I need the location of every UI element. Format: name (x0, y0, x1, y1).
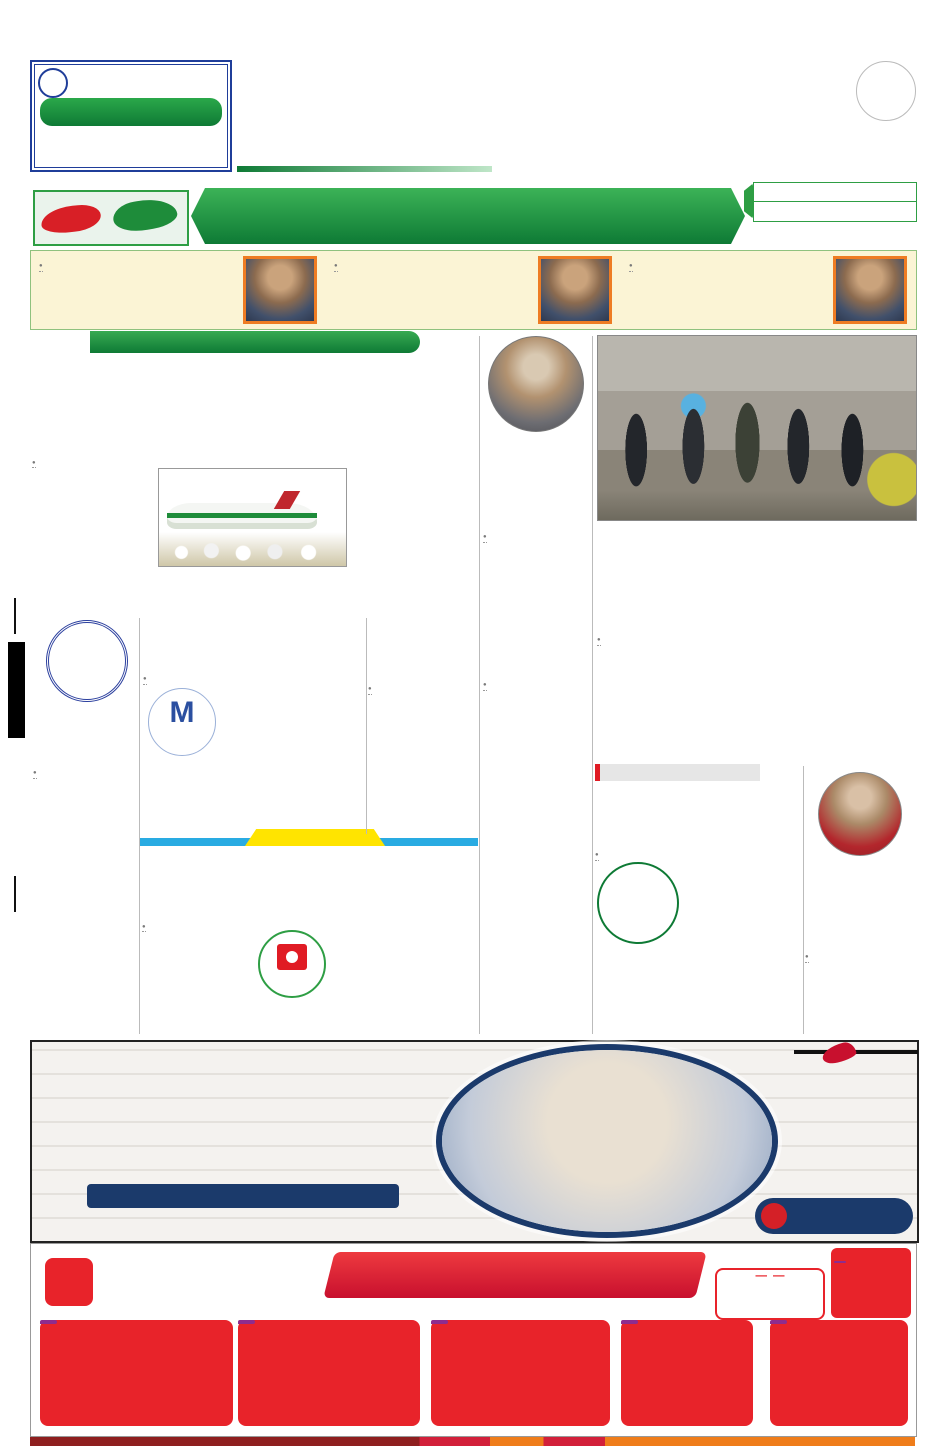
sonali-aansh-logo (597, 862, 679, 944)
adviser-photo (538, 256, 612, 324)
khulna-body-col1 (140, 932, 252, 1008)
snigdha-ribbon (40, 98, 222, 126)
office-title (621, 1320, 638, 1324)
hajj-flight-photo (158, 468, 347, 567)
chart-icon (38, 68, 68, 98)
ab-call-box[interactable] (715, 1268, 825, 1320)
office-card (770, 1320, 908, 1426)
monno-body-col1 (222, 684, 363, 794)
reporter-label (595, 850, 599, 861)
ad-phone-pill[interactable] (755, 1198, 913, 1234)
lead-body-col1 (30, 468, 154, 566)
bear-icon (40, 203, 102, 235)
police-logo-icon (46, 620, 128, 702)
lead-body-bottom (30, 569, 478, 613)
fakhrul-portrait (488, 336, 584, 432)
adviser-photo (833, 256, 907, 324)
top-story-2 (334, 255, 616, 325)
column-rule (366, 618, 367, 834)
section-banner (33, 188, 745, 244)
contact-box (753, 182, 917, 222)
bicameral-body (483, 688, 589, 1018)
study-abroad-ad (30, 1040, 919, 1243)
reporter-label (334, 261, 338, 272)
lead-byline (32, 458, 36, 468)
khulna-body-col2 (332, 932, 478, 1008)
khulna-printing-logo (258, 930, 326, 998)
side-rule (14, 598, 16, 634)
column-rule (139, 618, 140, 1034)
sonali-body-col1 (683, 858, 803, 968)
dmp-commissioner-photo (856, 61, 916, 121)
sonali-kicker (595, 764, 760, 781)
phone-icon (761, 1203, 787, 1229)
fakhrul-body (483, 540, 589, 692)
snigdha-ad (30, 60, 232, 172)
column-rule (479, 336, 480, 1034)
digital-bhooth-title (834, 1261, 846, 1263)
side-paper-name (3, 748, 29, 868)
column-rule (803, 766, 804, 1034)
book-icon (277, 944, 307, 970)
khulna-body-bottom (140, 1010, 360, 1024)
ab-bank-logo (45, 1258, 93, 1306)
section-banner-title (191, 188, 745, 244)
office-card (431, 1320, 610, 1426)
bull-bear-logo (33, 190, 189, 246)
monno-ceramic-logo (148, 688, 216, 756)
pilgrims-graphic (159, 532, 346, 566)
ab-ribbon (323, 1252, 706, 1298)
side-date-box (8, 642, 25, 738)
bull-icon (111, 195, 179, 236)
ab-securities-ad (30, 1243, 917, 1437)
lead-kicker (90, 331, 420, 353)
top-story-1 (39, 255, 321, 325)
yunus-body-col1 (597, 644, 747, 760)
mp-body (805, 960, 915, 1018)
column-rule (592, 336, 593, 1034)
office-card (40, 1320, 233, 1426)
call-us-label (717, 1270, 823, 1282)
mp-portrait (818, 772, 902, 856)
office-title (770, 1320, 787, 1324)
monno-m-mark: M (169, 696, 195, 729)
office-title (40, 1320, 57, 1324)
students-group-photo (442, 1050, 772, 1232)
monno-body-col2 (143, 796, 363, 828)
office-title (238, 1320, 255, 1324)
clash-body (368, 692, 478, 822)
yunus-arrival-photo (597, 335, 917, 521)
kangaroo-icon (820, 1040, 857, 1066)
top-stories-strip (30, 250, 917, 330)
top-story-3 (629, 255, 911, 325)
bail-body (33, 776, 137, 1032)
digital-bhooth-box (831, 1248, 911, 1318)
office-card (621, 1320, 753, 1426)
story-dmp-uniform (740, 56, 916, 178)
reporter-label (143, 674, 147, 685)
lead-body-col2 (350, 468, 478, 566)
sonali-body-col2 (595, 970, 803, 1020)
office-card (238, 1320, 420, 1426)
airplane-graphic (167, 503, 317, 529)
adviser-photo (243, 256, 317, 324)
masthead-green-bar (237, 166, 492, 172)
ad-countries-pill (87, 1184, 399, 1208)
khulna-byline (142, 922, 146, 932)
bottom-color-stripe (30, 1437, 915, 1446)
academia-global-logo (794, 1050, 918, 1054)
yunus-body-col2 (757, 644, 915, 748)
khulna-kicker (245, 829, 385, 846)
reporter-label (39, 261, 43, 272)
office-title (431, 1320, 448, 1324)
side-rule (14, 876, 16, 912)
reporter-label (629, 261, 633, 272)
